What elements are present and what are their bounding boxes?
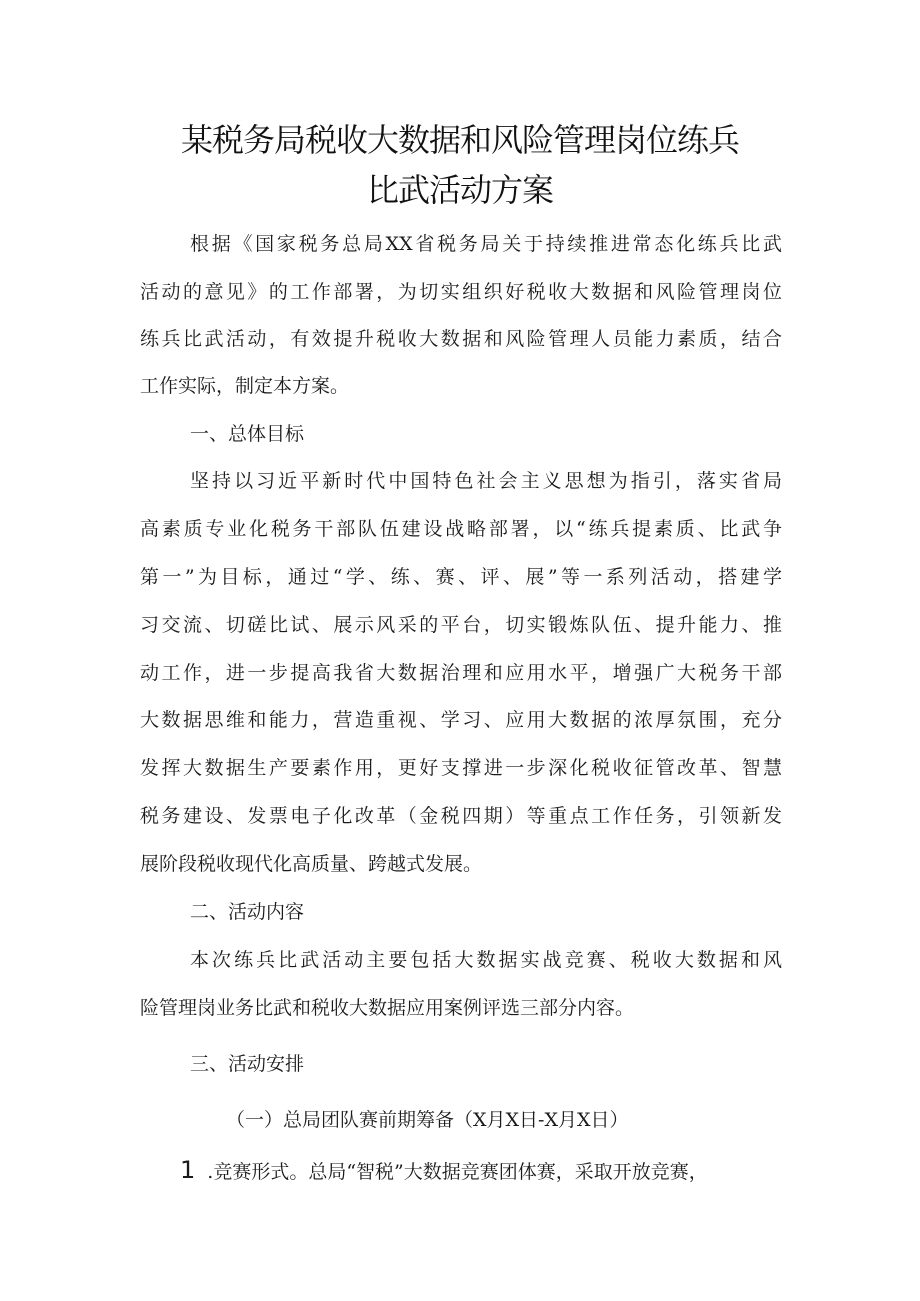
document-title-line1: 某税务局税收大数据和风险管理岗位练兵 <box>180 121 739 159</box>
item1-line <box>180 1154 782 1188</box>
section1-line: 税务建设、发票电子化改革（金税四期）等重点工作任务，引领新发 <box>140 805 782 827</box>
subsection1-heading: （一）总局团队赛前期筹备（X月X日-X月X日） <box>226 1109 629 1131</box>
intro-line: 活动的意见》的工作部署，为切实组织好税收大数据和风险管理岗位 <box>140 281 782 303</box>
section1-line: 高素质专业化税务干部队伍建设战略部署，以“练兵提素质、比武争 <box>140 518 782 540</box>
section1-line: 坚持以习近平新时代中国特色社会主义思想为指引，落实省局 <box>190 470 782 492</box>
section1-line: 大数据思维和能力，营造重视、学习、应用大数据的浓厚氛围，充分 <box>140 709 782 731</box>
section1-line: 动工作，进一步提高我省大数据治理和应用水平，增强广大税务干部 <box>140 662 782 684</box>
section1-line: 习交流、切磋比试、展示风采的平台，切实锻炼队伍、提升能力、推 <box>140 614 782 636</box>
section3-heading: 三、活动安排 <box>190 1053 305 1075</box>
section1-line: 展阶段税收现代化高质量、跨越式发展。 <box>140 853 483 875</box>
intro-line: 工作实际，制定本方案。 <box>140 375 350 397</box>
section1-heading: 一、总体目标 <box>190 423 305 445</box>
document-title-line2: 比武活动方案 <box>366 171 553 209</box>
section2-line: 本次练兵比武活动主要包括大数据实战竞赛、税收大数据和风 <box>190 949 782 971</box>
section2-line: 险管理岗业务比武和税收大数据应用案例评选三部分内容。 <box>140 997 635 1019</box>
item1-text: .竞赛形式。总局“智税”大数据竞赛团体赛，采取开放竞赛， <box>207 1161 708 1183</box>
item1-number: 1 <box>180 1156 196 1184</box>
section1-line: 发挥大数据生产要素作用，更好支撑进一步深化税收征管改革、智慧 <box>140 757 782 779</box>
intro-line: 练兵比武活动，有效提升税收大数据和风险管理人员能力素质，结合 <box>140 328 782 350</box>
intro-line: 根据《国家税务总局XX省税务局关于持续推进常态化练兵比武 <box>190 233 782 255</box>
section2-heading: 二、活动内容 <box>190 901 305 923</box>
section1-line: 第一”为目标，通过“学、练、赛、评、展”等一系列活动，搭建学 <box>140 566 782 588</box>
